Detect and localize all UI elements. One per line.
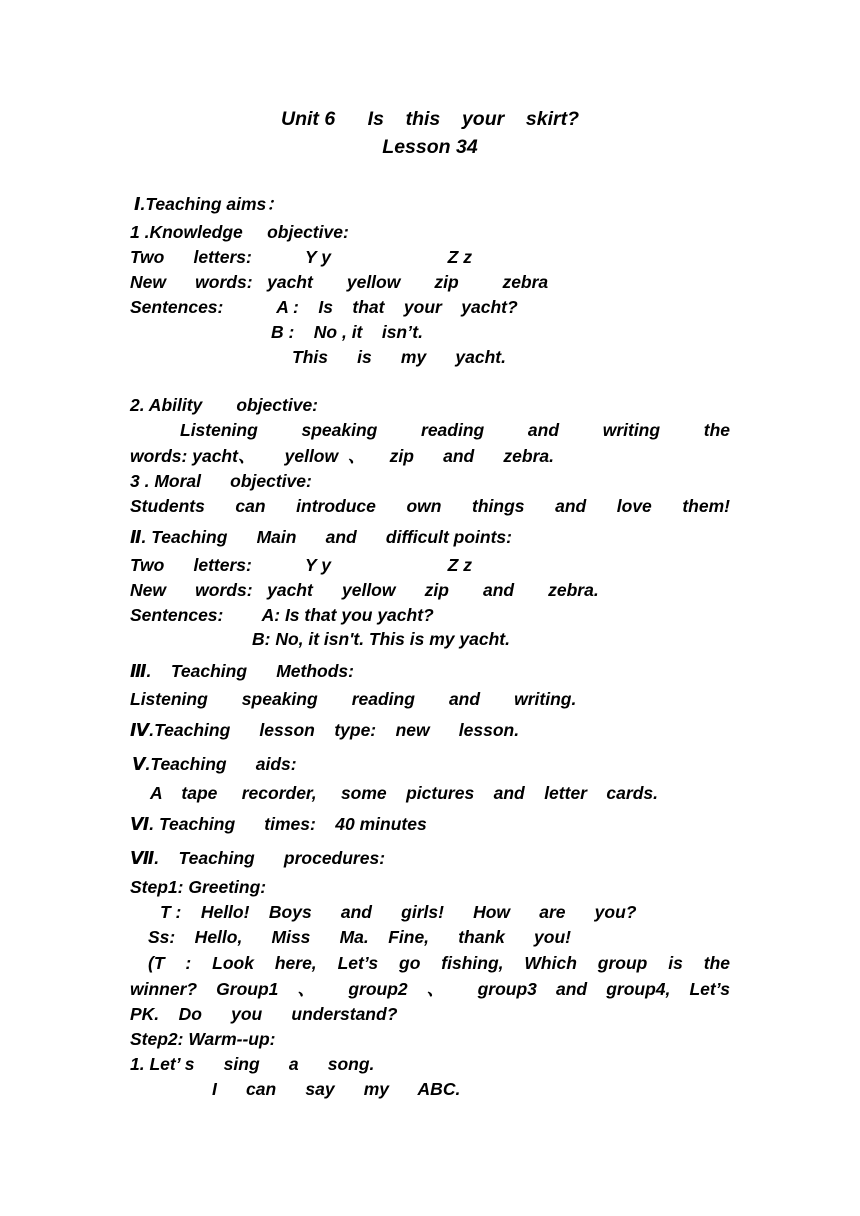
knowledge-heading: 1 .Knowledge objective: xyxy=(130,222,349,242)
step1-note-line-1: (T : Look here, Let’s go fishing, Which group is the xyxy=(148,953,730,973)
lesson-title: Lesson 34 xyxy=(382,136,478,158)
step1-note-line-2: winner? Group1 、 group2 、 group3 and group4, Let’s xyxy=(130,979,730,999)
methods-line: Listening speaking reading and writing. xyxy=(130,689,577,709)
points-words: New words: yacht yellow zip and zebra. xyxy=(130,580,599,600)
aims-heading: Ⅰ.Teaching aims： xyxy=(134,194,284,214)
moral-heading: 3 . Moral objective: xyxy=(130,471,312,491)
aids-line: A tape recorder, some pictures and letter cards. xyxy=(150,783,658,803)
procedures-heading: Ⅶ. Teaching procedures: xyxy=(130,848,386,868)
times-line: Ⅵ. Teaching times: 40 minutes xyxy=(130,814,427,834)
knowledge-words: New words: yacht yellow zip zebra xyxy=(130,272,549,292)
step2-heading: Step2: Warm--up: xyxy=(130,1029,276,1049)
knowledge-letters: Two letters: Y y Z z xyxy=(130,247,472,267)
ability-heading: 2. Ability objective: xyxy=(130,395,319,415)
step1-heading: Step1: Greeting: xyxy=(130,877,267,897)
ability-line-1: Listening speaking reading and writing the xyxy=(180,420,730,440)
step1-note-line-3: PK. Do you understand? xyxy=(130,1004,398,1024)
aids-heading: Ⅴ.Teaching aids: xyxy=(132,754,297,774)
points-sentence-a: Sentences: A: Is that you yacht? xyxy=(130,605,434,625)
lesson-type-line: Ⅳ.Teaching lesson type: new lesson. xyxy=(130,720,520,740)
step2-song-line: I can say my ABC. xyxy=(212,1079,461,1099)
step1-teacher-line: T : Hello! Boys and girls! How are you? xyxy=(160,902,637,922)
moral-line: Students can introduce own things and love them! xyxy=(130,496,730,516)
ability-line-2: words: yacht、 yellow 、 zip and zebra. xyxy=(130,446,554,466)
knowledge-sentence-c: This is my yacht. xyxy=(292,347,506,367)
methods-heading: Ⅲ. Teaching Methods: xyxy=(130,661,354,681)
knowledge-sentence-a: Sentences: A : Is that your yacht? xyxy=(130,297,518,317)
points-letters: Two letters: Y y Z z xyxy=(130,555,472,575)
unit-title: Unit 6 Is this your skirt? xyxy=(281,108,579,130)
step1-students-line: Ss: Hello, Miss Ma. Fine, thank you! xyxy=(148,927,571,947)
points-sentence-b: B: No, it isn't. This is my yacht. xyxy=(252,629,510,649)
step2-item: 1. Let’ s sing a song. xyxy=(130,1054,375,1074)
knowledge-sentence-b: B : No , it isn’t. xyxy=(271,322,423,342)
points-heading: Ⅱ. Teaching Main and difficult points: xyxy=(130,527,512,547)
